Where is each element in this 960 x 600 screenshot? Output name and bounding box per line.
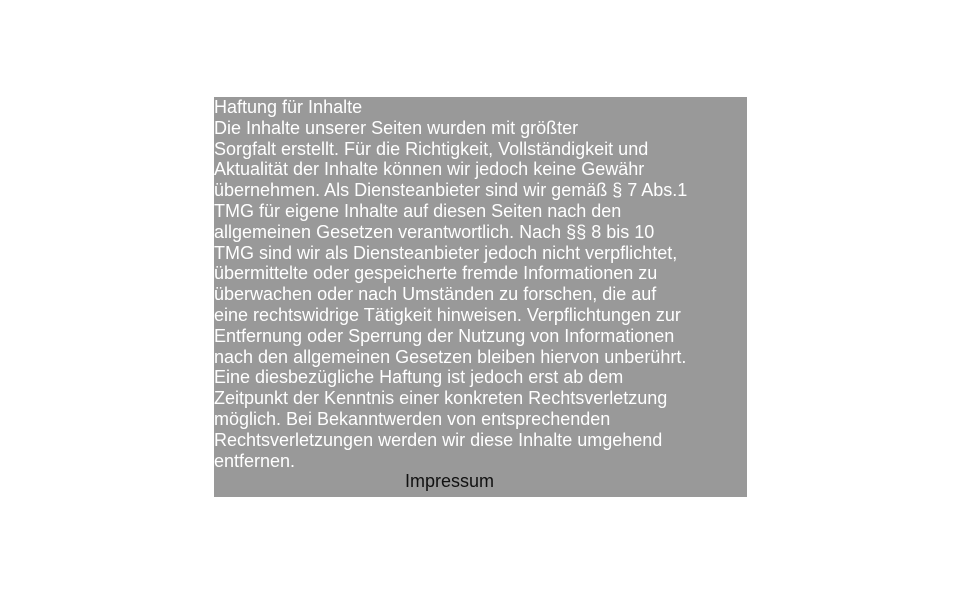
liability-section — [214, 97, 747, 471]
body-line: allgemeinen Gesetzen verantwortlich. Nach §§ 8 bis 10 — [214, 221, 655, 242]
body-line: Die Inhalte unserer Seiten wurden mit größter — [214, 117, 579, 138]
body-line: überwachen oder nach Umständen zu forschen, die auf — [214, 284, 657, 305]
body-line: übernehmen. Als Diensteanbieter sind wir gemäß § 7 Abs.1 — [214, 180, 688, 201]
section-heading: Haftung für Inhalte — [214, 97, 363, 117]
body-line: entfernen. — [214, 450, 296, 471]
impressum-link[interactable]: Impressum — [405, 471, 495, 491]
body-line: möglich. Bei Bekanntwerden von entsprechenden — [214, 408, 611, 429]
content-panel — [214, 97, 747, 497]
body-line: Eine diesbezügliche Haftung ist jedoch erst ab dem — [214, 367, 624, 388]
body-line: Sorgfalt erstellt. Für die Richtigkeit, Vollständigkeit und — [214, 138, 649, 159]
body-line: eine rechtswidrige Tätigkeit hinweisen. Verpflichtungen zur — [214, 304, 681, 325]
body-line: übermittelte oder gespeicherte fremde Informationen zu — [214, 263, 658, 284]
body-line: Aktualität der Inhalte können wir jedoch keine Gewähr — [214, 159, 645, 180]
body-line: TMG für eigene Inhalte auf diesen Seiten nach den — [214, 200, 622, 221]
body-line: TMG sind wir als Diensteanbieter jedoch nicht verpflichtet, — [214, 242, 678, 263]
body-line: nach den allgemeinen Gesetzen bleiben hiervon unberührt. — [214, 346, 687, 367]
body-line: Rechtsverletzungen werden wir diese Inhalte umgehend — [214, 429, 663, 450]
body-line: Zeitpunkt der Kenntnis einer konkreten Rechtsverletzung — [214, 388, 668, 409]
body-line: Entfernung oder Sperrung der Nutzung von Informationen — [214, 325, 675, 346]
